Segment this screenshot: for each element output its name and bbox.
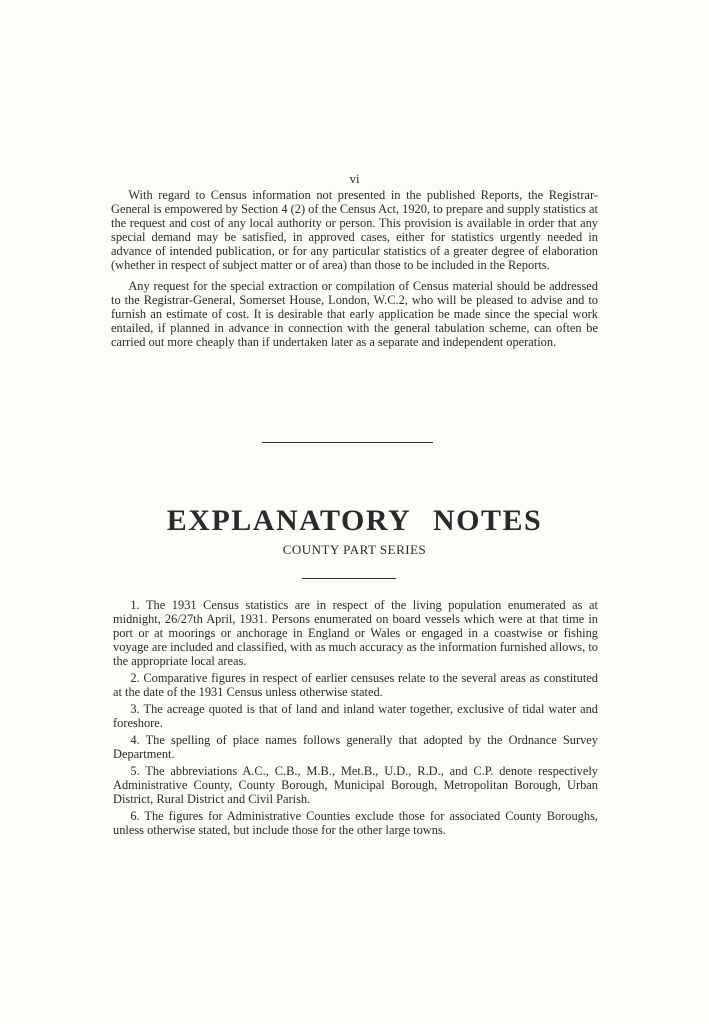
note-item-4: 4. The spelling of place names follows generally that adopted by the Ordnance Survey Department. xyxy=(113,733,598,761)
note-item-3: 3. The acreage quoted is that of land and inland water together, exclusive of tidal water and foreshore. xyxy=(113,702,598,730)
note-item-2: 2. Comparative figures in respect of earlier censuses relate to the several areas as constituted at the date of the 1931 Census unless otherwise stated. xyxy=(113,671,598,699)
title-divider xyxy=(302,578,396,579)
intro-paragraph-2: Any request for the special extraction or compilation of Census material should be addressed to the Registrar-General, Somerset House, London, W.C.2, who will be pleased to advise and to furnish an estimate of cost. It is desirable that early application be made since the special work entailed, if planned in advance in connection with the general tabulation scheme, can often be carried out more cheaply than if undertaken later as a separate and independent operation. xyxy=(111,279,598,349)
note-item-5: 5. The abbreviations A.C., C.B., M.B., Met.B., U.D., R.D., and C.P. denote respectively Administrative County, County Borough, Municipal Borough, Metropolitan Borough, Urban District, Rural District and Civil Parish. xyxy=(113,764,598,806)
page-number: vi xyxy=(349,171,360,186)
notes-list xyxy=(113,598,598,840)
note-item-6: 6. The figures for Administrative Counties exclude those for associated County Boroughs, unless otherwise stated, but include those for the other large towns. xyxy=(113,809,598,837)
section-title: EXPLANATORY NOTES xyxy=(166,504,543,537)
note-item-1: 1. The 1931 Census statistics are in respect of the living population enumerated as at midnight, 26/27th April, 1931. Persons enumerated on board vessels which were at that time in port or at moorings or anchorage in England or Wales or engaged in a coastwise or fishing voyage are included and classified, with as much accuracy as the information furnished allows, to the appropriate local areas. xyxy=(113,598,598,668)
intro-paragraph-1: With regard to Census information not presented in the published Reports, the Registrar-General is empowered by Section 4 (2) of the Census Act, 1920, to prepare and supply statistics at the request and cost of any local authority or person. This provision is available in order that any special demand may be satisfied, in approved cases, either for statistics urgently needed in advance of intended publication, or for any particular statistics of a greater degree of elaboration (whether in respect of subject matter or of area) than those to be included in the Reports. xyxy=(111,188,598,272)
intro-section xyxy=(111,188,598,356)
section-divider xyxy=(262,442,433,443)
section-subtitle: COUNTY PART SERIES xyxy=(282,542,427,557)
